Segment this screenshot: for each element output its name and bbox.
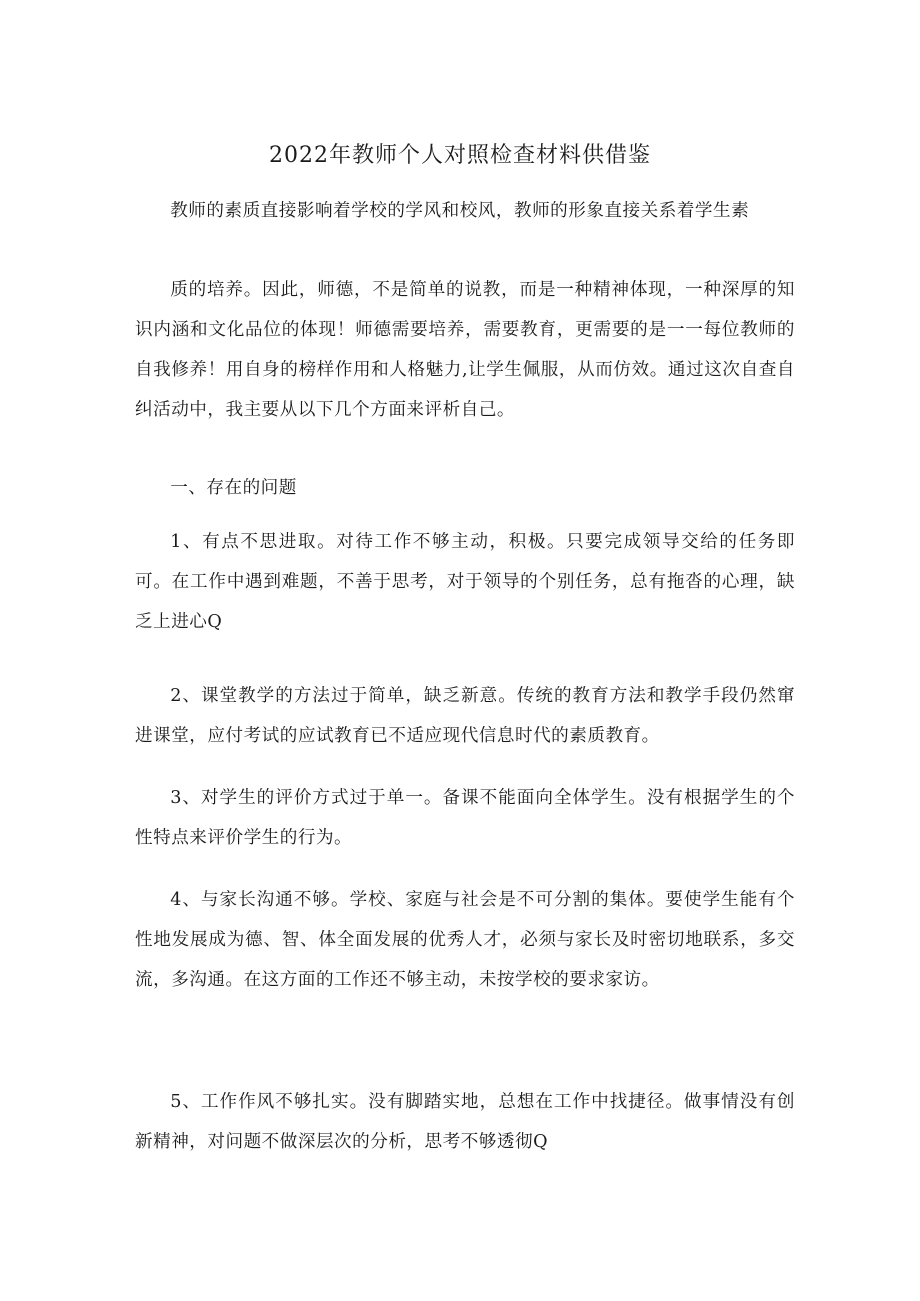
section-heading: 一、存在的问题 <box>170 478 297 498</box>
issue-item-4: 4、与家长沟通不够。学校、家庭与社会是不可分割的集体。要使学生能有个性地发展成为德、智、体全面发展的优秀人才，必须与家长及时密切地联系，多交流，多沟通。在这方面的工作还不够主动，未按学校的要求家访。 <box>135 890 795 990</box>
issue-item-2: 2、课堂教学的方法过于简单，缺乏新意。传统的教育方法和教学手段仍然窜进课堂，应付考试的应试教育已不适应现代信息时代的素质教育。 <box>135 686 795 746</box>
issue-item-1: 1、有点不思进取。对待工作不够主动，积极。只要完成领导交给的任务即可。在工作中遇到难题，不善于思考，对于领导的个别任务，总有拖沓的心理，缺乏上进心Q <box>135 532 795 632</box>
intro-paragraph-part2: 质的培养。因此，师德，不是简单的说教，而是一种精神体现，一种深厚的知识内涵和文化品位的体现！师德需要培养，需要教育，更需要的是一一每位教师的自我修养！用自身的榜样作用和人格魅力,让学生佩服，从而仿效。通过这次自查自纠活动中，我主要从以下几个方面来评析自己。 <box>135 280 795 420</box>
issue-item-5: 5、工作作风不够扎实。没有脚踏实地，总想在工作中找捷径。做事情没有创新精神，对问题不做深层次的分析，思考不够透彻Q <box>135 1092 795 1152</box>
issue-item-3: 3、对学生的评价方式过于单一。备课不能面向全体学生。没有根据学生的个性特点来评价学生的行为。 <box>135 788 795 848</box>
intro-paragraph-part1: 教师的素质直接影响着学校的学风和校风，教师的形象直接关系着学生素 <box>170 201 750 221</box>
document-title: 2022年教师个人对照检查材料供借鉴 <box>269 143 651 168</box>
